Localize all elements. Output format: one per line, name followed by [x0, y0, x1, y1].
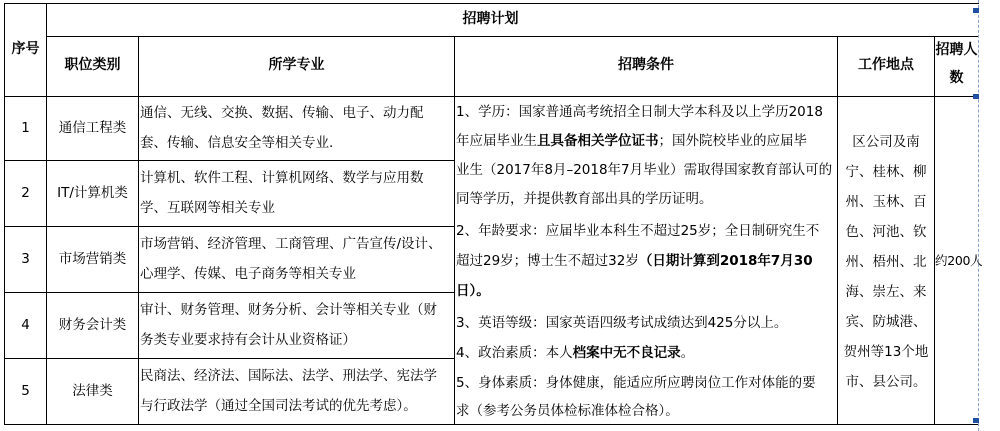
row-divider	[4, 226, 454, 227]
row-5-major-line: 与行政法学（通过全国司法考试的优先考虑）。	[140, 398, 417, 414]
conditions-line: 1、学历：国家普通高考统招全日制大学本科及以上学历2018	[456, 104, 823, 120]
conditions-line: 4、政治素质：本人档案中无不良记录。	[456, 345, 695, 361]
location-line: 区公司及南	[852, 134, 920, 150]
header-seq: 序号	[11, 41, 40, 57]
border-left	[4, 3, 5, 425]
group-header-title: 招聘计划	[462, 11, 519, 27]
header-count-line2: 数	[949, 70, 964, 86]
row-2-seq: 2	[21, 185, 30, 201]
row-5-category: 法律类	[72, 383, 113, 399]
group-header-divider	[46, 36, 979, 37]
conditions-line: 年应届毕业生且具备相关学位证书；国外院校毕业的应届毕	[456, 133, 807, 149]
conditions-line: 2、年龄要求：应届毕业本科生不超过25岁；全日制研究生不	[456, 223, 820, 239]
location-line: 海、崇左、来	[845, 284, 927, 300]
row-4-seq: 4	[21, 317, 30, 333]
col-divider-location	[934, 36, 935, 425]
header-count-line1: 招聘人	[935, 42, 978, 58]
header-category: 职位类别	[64, 57, 121, 73]
conditions-line: 日）。	[456, 283, 490, 299]
ruler-marker[interactable]	[973, 94, 979, 99]
conditions-line: 同等学历，并提供教育部出具的学历证明。	[456, 191, 713, 207]
location-line: 市、县公司。	[845, 374, 927, 390]
row-2-category: IT/计算机类	[57, 185, 128, 201]
conditions-line: 5、身体素质：身体健康，能适应所应聘岗位工作对体能的要	[456, 375, 816, 391]
header-major: 所学专业	[268, 57, 325, 73]
col-divider-category	[138, 36, 139, 425]
row-1-major-line: 套、传输、信息安全等相关专业.	[140, 135, 334, 151]
conditions-line: 业生（2017年8月–2018年7月毕业）需取得国家教育部认可的	[456, 162, 833, 178]
row-4-major-line: 务类专业要求持有会计从业资格证）	[140, 332, 356, 348]
row-4-category: 财务会计类	[58, 317, 127, 333]
row-5-major-line: 民商法、经济法、国际法、法学、刑法学、宪法学	[140, 368, 437, 384]
location-line: 州、梧州、北	[845, 254, 927, 270]
header-count	[935, 36, 978, 92]
row-3-seq: 3	[21, 251, 30, 267]
row-divider	[4, 292, 454, 293]
row-1-seq: 1	[21, 120, 30, 136]
row-5-seq: 5	[21, 383, 30, 399]
header-location: 工作地点	[858, 57, 914, 73]
row-divider	[4, 160, 454, 161]
location-line: 宁、桂林、柳	[845, 164, 927, 180]
location-line: 宾、防城港、	[845, 314, 927, 330]
ruler-guide	[978, 0, 980, 431]
location-line: 贺州等13个地	[843, 344, 929, 360]
row-1-category: 通信工程类	[58, 120, 127, 136]
recruit-count: 约200人	[935, 253, 983, 268]
row-3-major-line: 市场营销、经济管理、工商管理、广告宣传/设计、	[140, 236, 442, 252]
row-1-major-line: 通信、无线、交换、数据、传输、电子、动力配	[140, 105, 424, 121]
location-line: 色、河池、钦	[845, 224, 927, 240]
conditions-line: 3、英语等级：国家英语四级考试成绩达到425分以上。	[456, 315, 788, 331]
ruler-marker[interactable]	[973, 8, 979, 13]
row-2-major-line: 学、互联网等相关专业	[140, 200, 275, 216]
row-2-major-line: 计算机、软件工程、计算机网络、数学与应用数	[140, 170, 424, 186]
conditions-line: 求（参考公务员体检标准体检合格）。	[456, 403, 679, 419]
header-conditions: 招聘条件	[618, 57, 674, 73]
row-3-category: 市场营销类	[58, 251, 127, 267]
location-line: 州、玉林、百	[845, 194, 927, 210]
ruler-marker[interactable]	[973, 418, 979, 423]
col-divider-major	[454, 36, 455, 425]
row-4-major-line: 审计、财务管理、财务分析、会计等相关专业（财	[140, 302, 437, 318]
conditions-line: 超过29岁；博士生不超过32岁（日期计算到2018年7月30	[456, 253, 813, 269]
row-divider	[4, 358, 454, 359]
row-3-major-line: 心理学、传媒、电子商务等相关专业	[140, 266, 356, 282]
